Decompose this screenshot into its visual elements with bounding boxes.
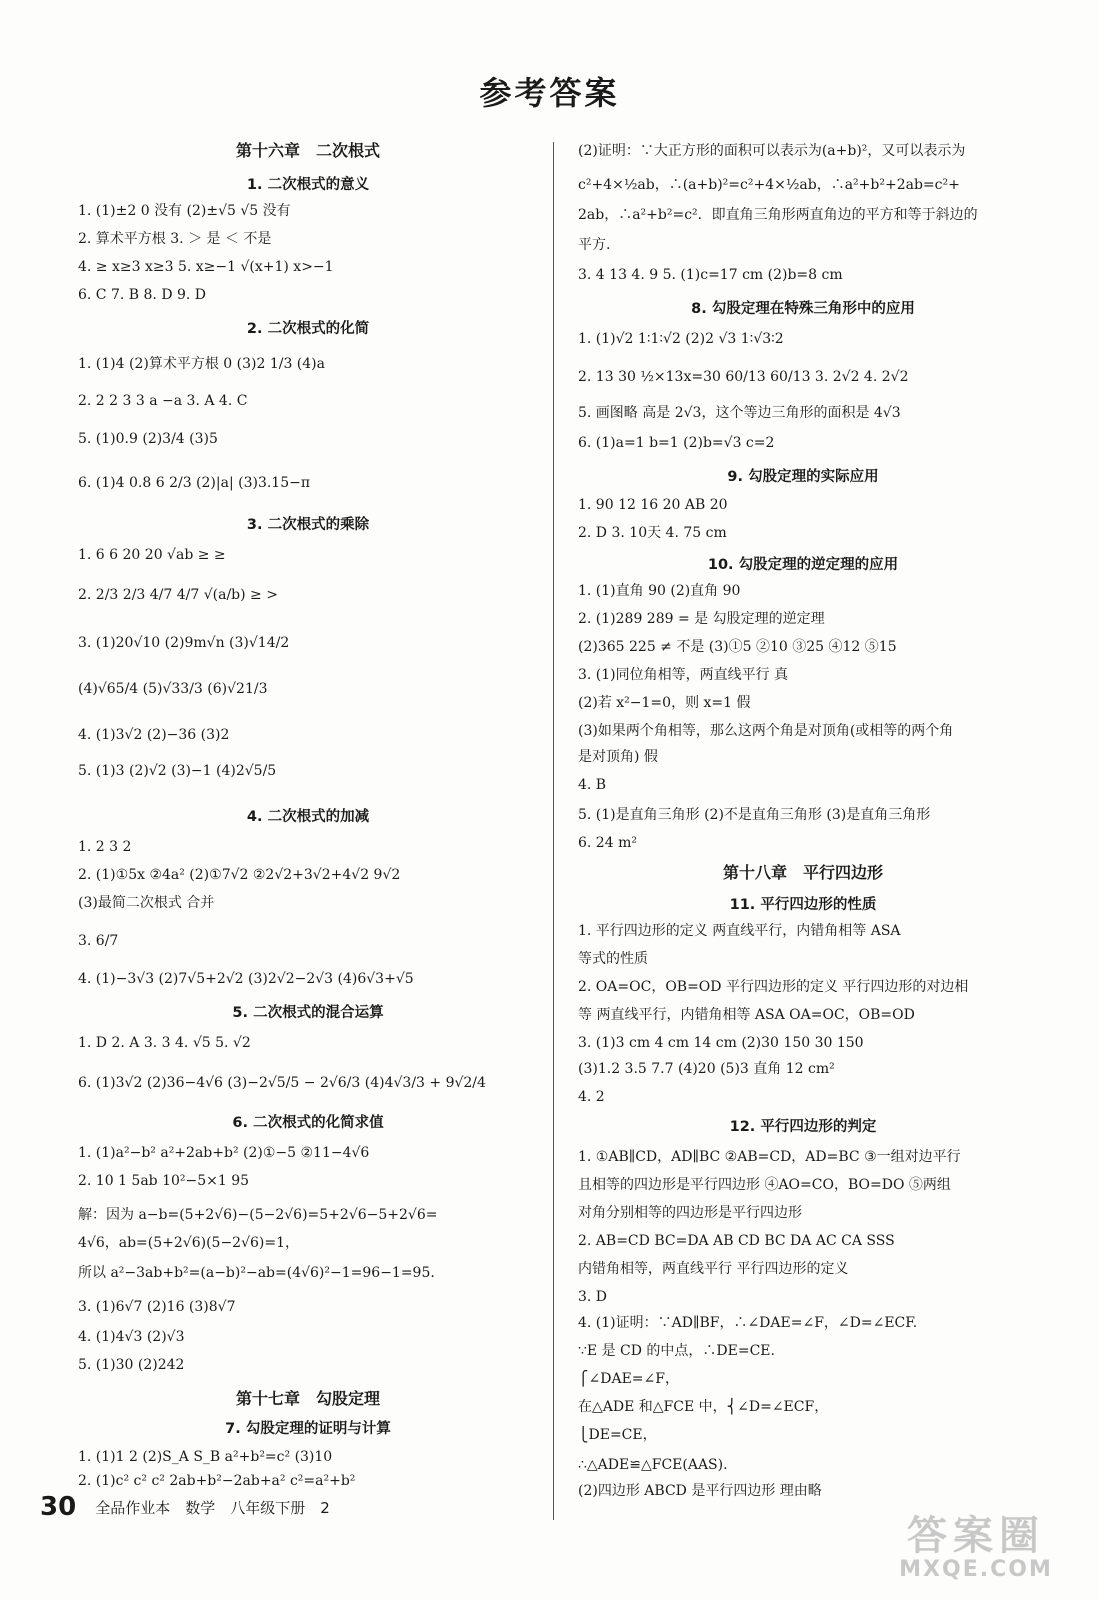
answer-line: 等式的性质	[578, 951, 648, 967]
chapter-heading: 第十八章 平行四边形	[722, 863, 883, 882]
answer-line: 3. 6/7	[78, 933, 119, 949]
section-heading: 5. 二次根式的混合运算	[232, 1005, 384, 1021]
answer-line: 1. (1)1 2 (2)S_A S_B a²+b²=c² (3)10	[78, 1449, 333, 1465]
answer-line: (4)√65/4 (5)√33/3 (6)√21/3	[78, 681, 268, 697]
answer-line: (3)如果两个角相等，那么这两个角是对顶角(或相等的两个角	[578, 723, 954, 739]
answer-line: 4√6，ab=(5+2√6)(5−2√6)=1，	[78, 1235, 300, 1251]
answer-line: 4. (1)3√2 (2)−36 (3)2	[78, 727, 230, 743]
answer-line: ∵E 是 CD 的中点，∴DE=CE.	[578, 1343, 775, 1359]
answer-line: 1. D 2. A 3. 3 4. √5 5. √2	[78, 1035, 251, 1051]
answer-line: 解：因为 a−b=(5+2√6)−(5−2√6)=5+2√6−5+2√6=	[78, 1207, 438, 1223]
answer-line: 3. (1)20√10 (2)9m√n (3)√14/2	[78, 635, 290, 651]
answer-line: c²+4×½ab，∴(a+b)²=c²+4×½ab，∴a²+b²+2ab=c²+	[578, 177, 960, 193]
answer-line: 3. 4 13 4. 9 5. (1)c=17 cm (2)b=8 cm	[578, 267, 843, 283]
answer-line: 2. 算术平方根 3. ＞ 是 ＜ 不是	[78, 231, 272, 247]
answer-line: 3. D	[578, 1289, 608, 1305]
answer-line: 2. OA=OC，OB=OD 平行四边形的定义 平行四边形的对边相	[578, 979, 969, 995]
answer-line: 在△ADE 和△FCE 中，⎨∠D=∠ECF，	[578, 1399, 829, 1415]
watermark-logo	[881, 1514, 1071, 1586]
answer-line: 2. (1)c² c² c² 2ab+b²−2ab+a² c²=a²+b²	[78, 1473, 356, 1489]
answer-line: 2. AB=CD BC=DA AB CD BC DA AC CA SSS	[578, 1233, 895, 1249]
answer-line: 4. ≥ x≥3 x≥3 5. x≥−1 √(x+1) x>−1	[78, 259, 334, 275]
answer-line: 1. (1)4 (2)算术平方根 0 (3)2 1/3 (4)a	[78, 356, 325, 372]
answer-line: ∴△ADE≌△FCE(AAS).	[578, 1457, 728, 1473]
answer-line: 5. (1)0.9 (2)3/4 (3)5	[78, 431, 218, 447]
answer-line: 1. 6 6 20 20 √ab ≥ ≥	[78, 547, 226, 563]
answer-line: 且相等的四边形是平行四边形 ④AO=CO，BO=DO ⑤两组	[578, 1177, 951, 1193]
page-number: 30	[40, 1492, 77, 1522]
answer-line: 等 两直线平行，内错角相等 ASA OA=OC，OB=OD	[578, 1007, 915, 1023]
answer-line: 5. 画图略 高是 2√3，这个等边三角形的面积是 4√3	[578, 405, 901, 421]
column-divider	[553, 142, 554, 1520]
answer-line: 1. (1)直角 90 (2)直角 90	[578, 583, 741, 599]
answer-line: (2)若 x²−1=0，则 x=1 假	[578, 695, 751, 711]
answer-line: 5. (1)是直角三角形 (2)不是直角三角形 (3)是直角三角形	[578, 807, 931, 823]
answer-line: 4. B	[578, 777, 607, 793]
answer-line: 6. 24 m²	[578, 835, 637, 851]
section-heading: 1. 二次根式的意义	[246, 177, 370, 193]
answer-line: 2. 2/3 2/3 4/7 4/7 √(a/b) ≥ >	[78, 587, 278, 603]
answer-line: 2. 13 30 ½×13x=30 60/13 60/13 3. 2√2 4. 2√2	[578, 369, 909, 385]
page-title: 参考答案	[479, 74, 620, 112]
answer-line: 1. 平行四边形的定义 两直线平行，内错角相等 ASA	[578, 923, 901, 939]
section-heading: 3. 二次根式的乘除	[246, 517, 370, 533]
answer-line: 4. (1)证明：∵AD∥BF，∴∠DAE=∠F，∠D=∠ECF.	[578, 1315, 918, 1331]
answer-line: (3)1.2 3.5 7.7 (4)20 (5)3 直角 12 cm²	[578, 1061, 835, 1077]
section-heading: 10. 勾股定理的逆定理的应用	[707, 557, 899, 573]
answer-line: 4. (1)4√3 (2)√3	[78, 1329, 185, 1345]
answer-line: 6. (1)4 0.8 6 2/3 (2)|a| (3)3.15−π	[78, 475, 311, 491]
footer-text: 全品作业本 数学 八年级下册 2	[95, 1498, 330, 1517]
answer-line: 5. (1)30 (2)242	[78, 1357, 185, 1373]
answer-line: 是对顶角) 假	[578, 749, 658, 765]
section-heading: 8. 勾股定理在特殊三角形中的应用	[691, 301, 915, 317]
answer-line: 内错角相等，两直线平行 平行四边形的定义	[578, 1261, 849, 1277]
section-heading: 12. 平行四边形的判定	[729, 1119, 877, 1135]
answer-line: 所以 a²−3ab+b²=(a−b)²−ab=(4√6)²−1=96−1=95.	[78, 1265, 435, 1281]
section-heading: 11. 平行四边形的性质	[729, 897, 877, 913]
answer-line: 1. 2 3 2	[78, 839, 132, 855]
section-heading: 2. 二次根式的化简	[246, 321, 370, 337]
answer-line: (2)365 225 ≠ 不是 (3)①5 ②10 ③25 ④12 ⑤15	[578, 639, 897, 655]
answer-line: 6. C 7. B 8. D 9. D	[78, 287, 207, 303]
answer-line: 4. 2	[578, 1089, 605, 1105]
answer-line: 平方.	[578, 237, 611, 253]
answer-line: 2. 2 2 3 3 a −a 3. A 4. C	[78, 393, 248, 409]
answer-line: 1. ①AB∥CD，AD∥BC ②AB=CD，AD=BC ③一组对边平行	[578, 1149, 961, 1165]
section-heading: 7. 勾股定理的证明与计算	[225, 1421, 391, 1437]
answer-line: 2. D 3. 10天 4. 75 cm	[578, 525, 727, 541]
answer-line: 2. 10 1 5ab 10²−5×1 95	[78, 1173, 250, 1189]
section-heading: 4. 二次根式的加减	[246, 809, 370, 825]
answer-line: ⎩DE=CE，	[578, 1427, 657, 1443]
answer-line: 1. 90 12 16 20 AB 20	[578, 497, 728, 513]
answer-line: (2)证明：∵大正方形的面积可以表示为(a+b)²，又可以表示为	[578, 143, 966, 159]
answer-line: 1. (1)±2 0 没有 (2)±√5 √5 没有	[78, 203, 291, 219]
answer-line: 对角分别相等的四边形是平行四边形	[578, 1205, 802, 1221]
answer-line: (3)最简二次根式 合并	[78, 895, 215, 911]
answer-line: 6. (1)a=1 b=1 (2)b=√3 c=2	[578, 435, 775, 451]
answer-line: 2ab，∴a²+b²=c²．即直角三角形两直角边的平方和等于斜边的	[578, 207, 978, 223]
chapter-heading: 第十七章 勾股定理	[235, 1389, 380, 1408]
answer-line: 1. (1)√2 1∶1∶√2 (2)2 √3 1∶√3∶2	[578, 331, 784, 347]
answer-line: (2)四边形 ABCD 是平行四边形 理由略	[578, 1483, 822, 1499]
answer-line: 2. (1)①5x ②4a² (2)①7√2 ②2√2+3√2+4√2 9√2	[78, 867, 401, 883]
answer-line: 6. (1)3√2 (2)36−4√6 (3)−2√5/5 − 2√6/3 (4)4√3/3 + 9√2/4	[78, 1075, 486, 1091]
answer-line: 3. (1)3 cm 4 cm 14 cm (2)30 150 30 150	[578, 1035, 864, 1051]
section-heading: 9. 勾股定理的实际应用	[727, 469, 879, 485]
section-heading: 6. 二次根式的化简求值	[232, 1115, 384, 1131]
footer	[40, 1492, 330, 1522]
answer-line: 3. (1)6√7 (2)16 (3)8√7	[78, 1299, 236, 1315]
answer-line: 2. (1)289 289 = 是 勾股定理的逆定理	[578, 611, 825, 627]
answer-line: 5. (1)3 (2)√2 (3)−1 (4)2√5/5	[78, 763, 277, 779]
answer-line: 1. (1)a²−b² a²+2ab+b² (2)①−5 ②11−4√6	[78, 1145, 370, 1161]
watermark-line1: 答案圈	[907, 1513, 1045, 1559]
answer-line: ⎧∠DAE=∠F，	[578, 1371, 679, 1387]
chapter-heading: 第十六章 二次根式	[235, 141, 380, 160]
answer-line: 3. (1)同位角相等，两直线平行 真	[578, 667, 789, 683]
watermark-line2: MXQE.COM	[899, 1557, 1053, 1582]
answer-line: 4. (1)−3√3 (2)7√5+2√2 (3)2√2−2√3 (4)6√3+√5	[78, 971, 414, 987]
